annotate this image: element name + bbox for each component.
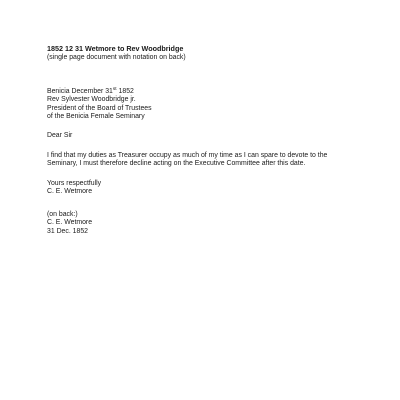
letter-body	[47, 152, 365, 169]
closing-block	[47, 180, 377, 197]
date-line	[47, 88, 377, 96]
back-notation-block	[47, 211, 377, 236]
recipient-organization: of the Benicia Female Seminary	[47, 112, 145, 120]
body-line-1: I find that my duties as Treasurer occupy as much of my time as I can spare to devote to the	[47, 152, 328, 159]
closing-phrase: Yours respectfully	[47, 180, 102, 187]
back-notation-name: C. E. Wetmore	[47, 219, 93, 227]
recipient-title: President of the Board of Trustees	[47, 104, 152, 112]
body-line-2: Seminary, I must therefore decline acting on the Executive Committee after this date.	[47, 160, 306, 168]
document-title: 1852 12 31 Wetmore to Rev Woodbridge	[47, 44, 184, 53]
date-prefix: Benicia December 31	[47, 88, 113, 95]
signature: C. E. Wetmore	[47, 188, 93, 196]
address-block	[47, 88, 377, 121]
back-notation-date: 31 Dec. 1852	[47, 227, 88, 235]
salutation: Dear Sir	[47, 132, 73, 139]
recipient-name: Rev Sylvester Woodbridge jr.	[47, 96, 136, 104]
back-notation-label: (on back:)	[47, 211, 78, 218]
date-ordinal-suffix: st	[112, 87, 117, 92]
date-year: 1852	[116, 88, 134, 95]
document-subtitle: (single page document with notation on back)	[47, 54, 186, 61]
